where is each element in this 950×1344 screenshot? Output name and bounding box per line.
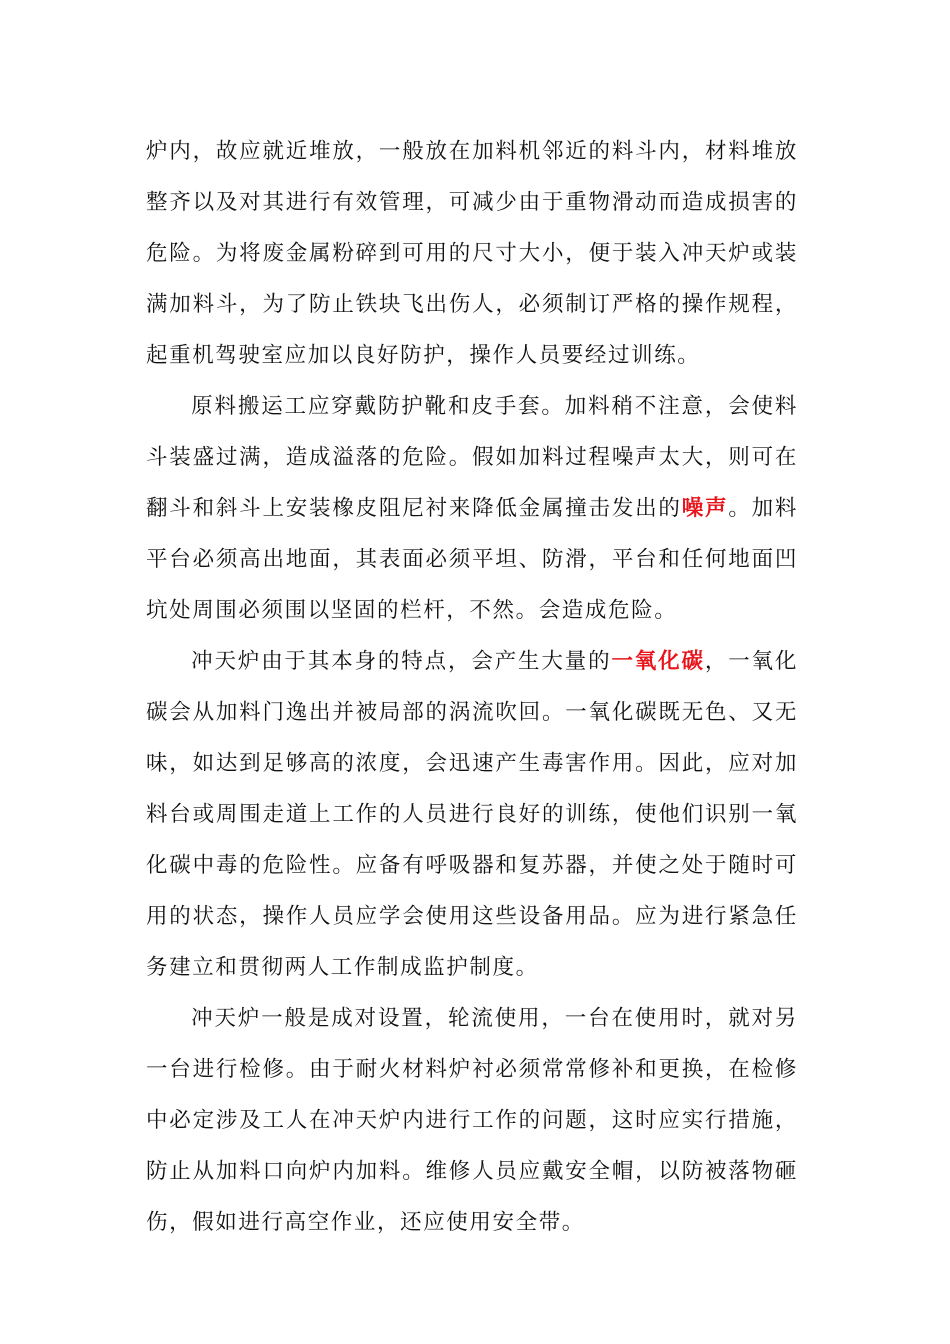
paragraph-text: 炉内，故应就近堆放，一般放在加料机邻近的料斗内，材料堆放整齐以及对其进行有效管理，可减少由于重物滑动而造成损害的危险。为将废金属粉碎到可用的尺寸大小，便于装入冲天炉或装满加料斗，为了防止铁块飞出伤人，必须制订严格的操作规程，起重机驾驶室应加以良好防护，操作人员要经过训练。: [146, 139, 798, 368]
paragraph-text: 冲天炉由于其本身的特点，会产生大量的: [191, 649, 612, 674]
paragraph-1: [146, 126, 798, 381]
paragraph-text: 冲天炉一般是成对设置，轮流使用，一台在使用时，就对另一台进行检修。由于耐火材料炉衬必须常常修补和更换，在检修中必定涉及工人在冲天炉内进行工作的问题，这时应实行措施，防止从加料口向炉内加料。维修人员应戴安全帽，以防被落物砸伤，假如进行高空作业，还应使用安全带。: [146, 1006, 798, 1235]
paragraph-2: [146, 381, 798, 636]
paragraph-text: ，一氧化碳会从加料门逸出并被局部的涡流吹回。一氧化碳既无色、又无味，如达到足够高的浓度，会迅速产生毒害作用。因此，应对加料台或周围走道上工作的人员进行良好的训练，使他们识别一氧化碳中毒的危险性。应备有呼吸器和复苏器，并使之处于随时可用的状态，操作人员应学会使用这些设备用品。应为进行紧急任务建立和贯彻两人工作制成监护制度。: [146, 649, 798, 980]
document-page: [146, 126, 798, 1248]
paragraph-text: 原料搬运工应穿戴防护靴和皮手套。加料稍不注意，会使料斗装盛过满，造成溢落的危险。假如加料过程噪声太大，则可在翻斗和斜斗上安装橡皮阻尼衬来降低金属撞击发出的: [146, 394, 798, 521]
highlight-term-carbon-monoxide: 一氧化碳: [611, 649, 705, 674]
paragraph-4: [146, 993, 798, 1248]
paragraph-text: 。加料平台必须高出地面，其表面必须平坦、防滑，平台和任何地面凹坑处周围必须围以坚固的栏杆，不然。会造成危险。: [146, 496, 798, 623]
highlight-term-noise: 噪声: [681, 496, 729, 521]
paragraph-3: [146, 636, 798, 993]
